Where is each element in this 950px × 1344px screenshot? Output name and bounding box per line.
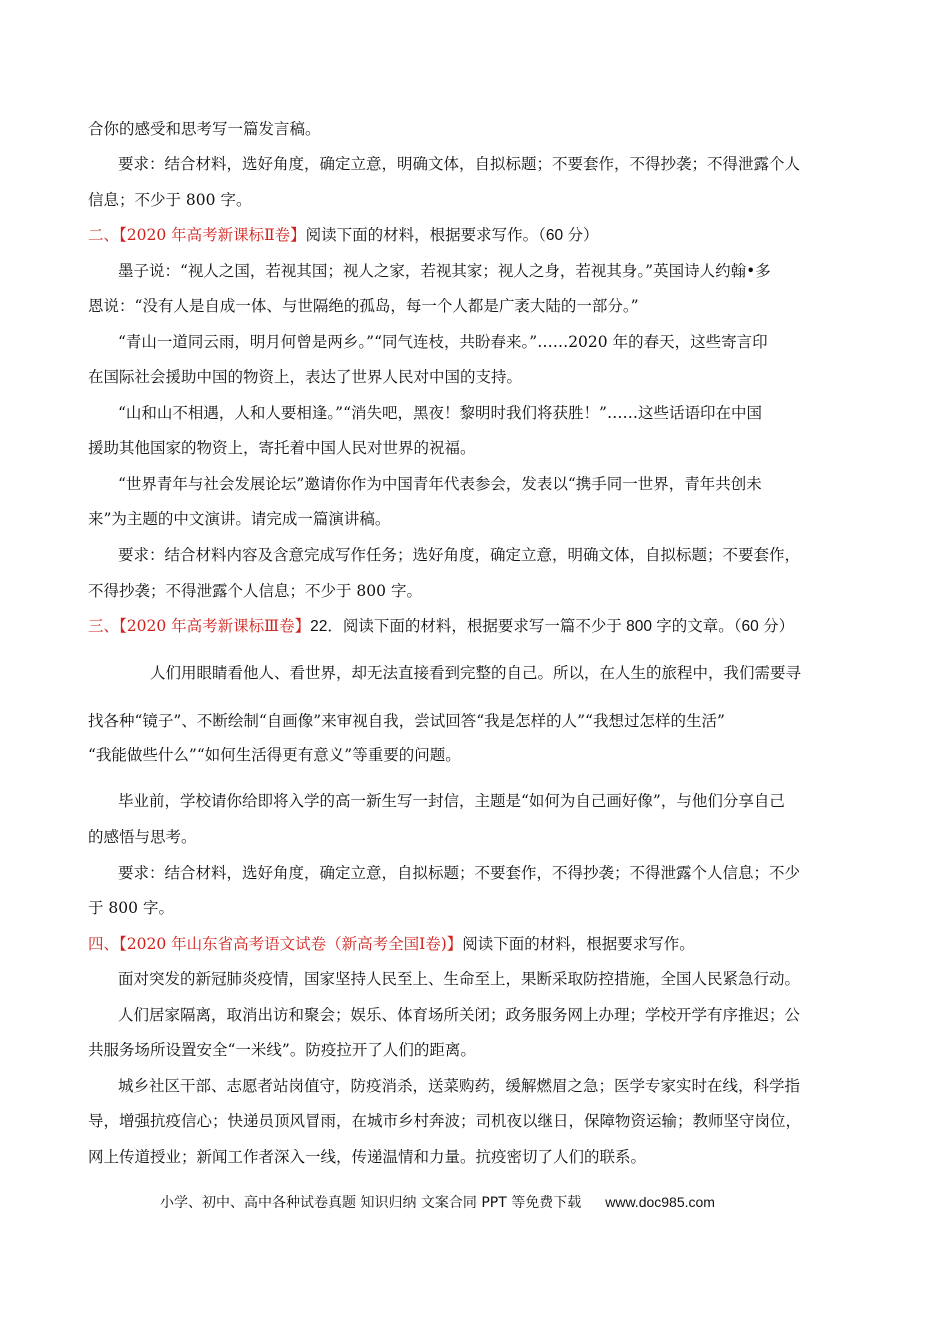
footer-text: 小学、初中、高中各种试卷真题 知识归纳 文案合同 PPT 等免费下载 [160,1195,582,1211]
paragraph-line: “山和山不相遇，人和人要相逢。”“消失吧，黑夜！黎明时我们将获胜！”……这些话语印在中国 [118,404,762,422]
requirement-line: 于 800 字。 [88,899,174,917]
section-heading-instruction: 阅读下面的材料，根据要求写作。 [462,936,695,953]
requirement-line: 不得抄袭；不得泄露个人信息；不少于 800 字。 [88,582,422,600]
paragraph-line: 信息；不少于 800 字。 [88,191,252,209]
section-heading-instruction: 22．阅读下面的材料，根据要求写一篇不少于 800 字的文章。（60 分） [310,618,795,635]
paragraph-line: 来”为主题的中文演讲。请完成一篇演讲稿。 [88,510,391,528]
section-heading-instruction: 阅读下面的材料，根据要求写作。（60 分） [305,227,599,244]
section-heading-source: 四、【2020 年山东省高考语文试卷（新高考全国Ⅰ卷)】 [88,935,463,953]
paragraph-line: 毕业前，学校请你给即将入学的高一新生写一封信，主题是“如何为自己画好像”，与他们分享自己 [118,792,785,810]
paragraph-line: 城乡社区干部、志愿者站岗值守，防疫消杀，送菜购药，缓解燃眉之急；医学专家实时在线，科学指 [118,1077,801,1095]
paragraph-line: 网上传道授业；新闻工作者深入一线，传递温情和力量。抗疫密切了人们的联系。 [88,1148,647,1166]
requirement-line: 要求：结合材料，选好角度，确定立意，明确文体，自拟标题；不要套作，不得抄袭；不得泄露个人 [118,155,801,173]
paragraph-line: 的感悟与思考。 [88,828,197,846]
paragraph-line: 人们用眼睛看他人、看世界，却无法直接看到完整的自己。所以，在人生的旅程中，我们需要寻 [150,664,802,682]
requirement-line: 要求：结合材料内容及含意完成写作任务；选好角度，确定立意，明确文体，自拟标题；不要套作， [118,546,801,564]
paragraph-line: 恩说：“没有人是自成一体、与世隔绝的孤岛，每一个人都是广袤大陆的一部分。” [88,297,639,315]
paragraph-line: “世界青年与社会发展论坛”邀请你作为中国青年代表参会，发表以“携手同一世界，青年共创未 [118,475,762,493]
paragraph-line: 面对突发的新冠肺炎疫情，国家坚持人民至上、生命至上，果断采取防控措施，全国人民紧急行动。 [118,970,801,988]
section-heading-2 [88,224,860,247]
paragraph-line: 在国际社会援助中国的物资上，表达了世界人民对中国的支持。 [88,368,523,386]
section-heading-4 [88,933,860,956]
requirement-line: 要求：结合材料，选好角度，确定立意，自拟标题；不要套作，不得抄袭；不得泄露个人信息；不少 [118,864,801,882]
paragraph-line: 找各种“镜子”、不断绘制“自画像”来审视自我，尝试回答“我是怎样的人”“我想过怎样的生活” [88,712,725,730]
paragraph-line: 合你的感受和思考写一篇发言稿。 [88,120,321,138]
page-footer [160,1192,715,1213]
paragraph-line: 导，增强抗疫信心；快递员顶风冒雨，在城市乡村奔波；司机夜以继日，保障物资运输；教师坚守岗位， [88,1112,802,1130]
paragraph-line: “我能做些什么”“如何生活得更有意义”等重要的问题。 [88,746,461,764]
paragraph-line: 墨子说：“视人之国，若视其国；视人之家，若视其家；视人之身，若视其身。”英国诗人约翰•多 [118,262,771,280]
paragraph-line: 人们居家隔离，取消出访和聚会；娱乐、体育场所关闭；政务服务网上办理；学校开学有序推迟；公 [118,1006,801,1024]
paragraph-line: 共服务场所设置安全“一米线”。防疫拉开了人们的距离。 [88,1041,476,1059]
paragraph-line: 援助其他国家的物资上，寄托着中国人民对世界的祝福。 [88,439,476,457]
footer-link[interactable]: www.doc985.com [605,1194,715,1210]
section-heading-source: 二、【2020 年高考新课标Ⅱ卷】 [88,226,306,244]
section-heading-source: 三、【2020 年高考新课标Ⅲ卷】 [88,617,311,635]
section-heading-3 [88,615,860,638]
paragraph-line: “青山一道同云雨，明月何曾是两乡。”“同气连枝，共盼春来。”……2020 年的春天，这些寄言印 [118,333,768,351]
